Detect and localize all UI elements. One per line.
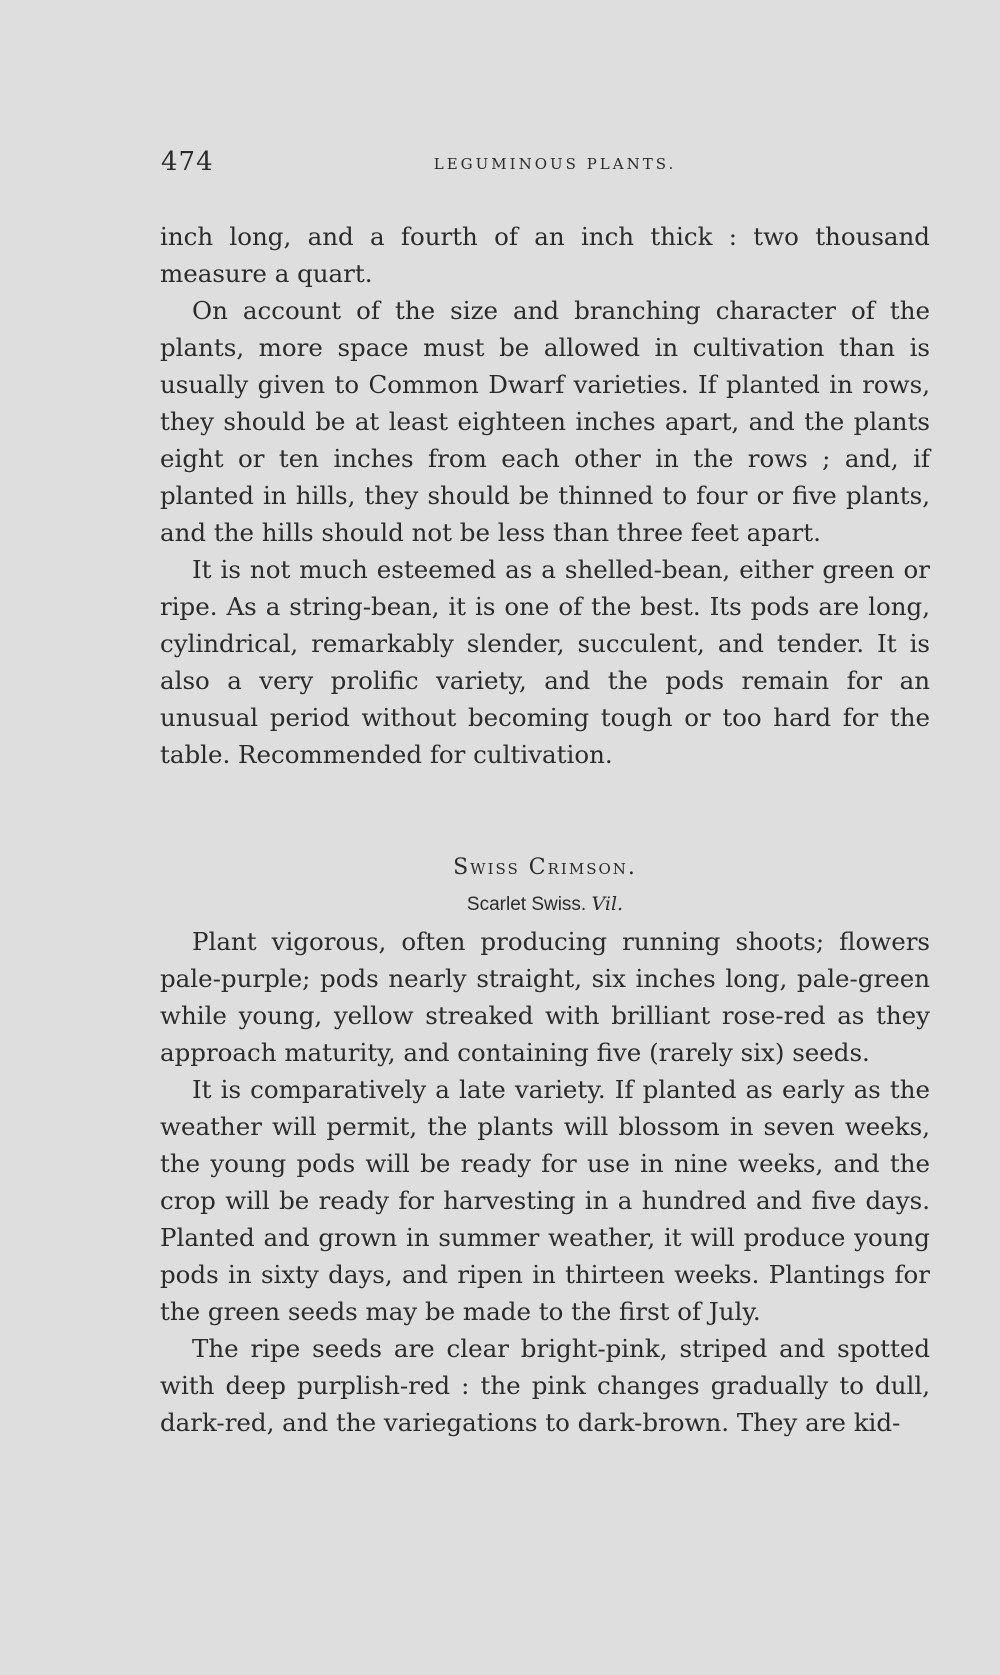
synonym-source: Vil. [591,893,624,915]
synonym-line [160,886,930,923]
paragraph-spacing: On account of the size and branching character of the plants, more space must be allowed in cultivation than is usually given to Common Dwarf varieties. If planted in rows, they should be at least eighteen inches apart, and the plants eight or ten inches from each other in the rows ; and, if planted in hills, they should be thinned to four or five plants, and the hills should not be less than three feet apart. [160,296,930,547]
page-text [160,218,930,1441]
paragraph-timing: It is comparatively a late variety. If planted as early as the weather will permit, the plants will blossom in seven weeks, the young pods will be ready for use in nine weeks, and the crop will be ready for harvesting in a hundred and five days. Planted and grown in summer weather, it will produce young pods in sixty days, and ripen in thirteen weeks. Plantings for the green seeds may be made to the first of July. [160,1075,930,1326]
paragraph-description: Plant vigorous, often producing running shoots; flowers pale-purple; pods nearly straight, six inches long, pale-green while young, yellow streaked with brilliant rose-red as they approach maturity, and containing five (rarely six) seeds. [160,927,930,1067]
section-title: Swiss Crimson. [453,855,637,880]
continued-paragraph: inch long, and a fourth of an inch thick : two thousand measure a quart. [160,222,930,288]
synonym-name: Scarlet Swiss. [466,894,587,915]
paragraph-seeds: The ripe seeds are clear bright-pink, striped and spotted with deep purplish-red : the pink changes gradually to dull, dark-red, and the variegations to dark-brown. They are kid- [160,1334,930,1437]
running-title: LEGUMINOUS PLANTS. [433,155,677,173]
paragraph-usage: It is not much esteemed as a shelled-bean, either green or ripe. As a string-bean, it is one of the best. Its pods are long, cylindrical, remarkably slender, succulent, and tender. It is also a very prolific variety, and the pods remain for an unusual period without becoming tough or too hard for the table. Recommended for cultivation. [160,555,930,769]
running-head [161,147,929,183]
page-number: 474 [161,147,214,177]
